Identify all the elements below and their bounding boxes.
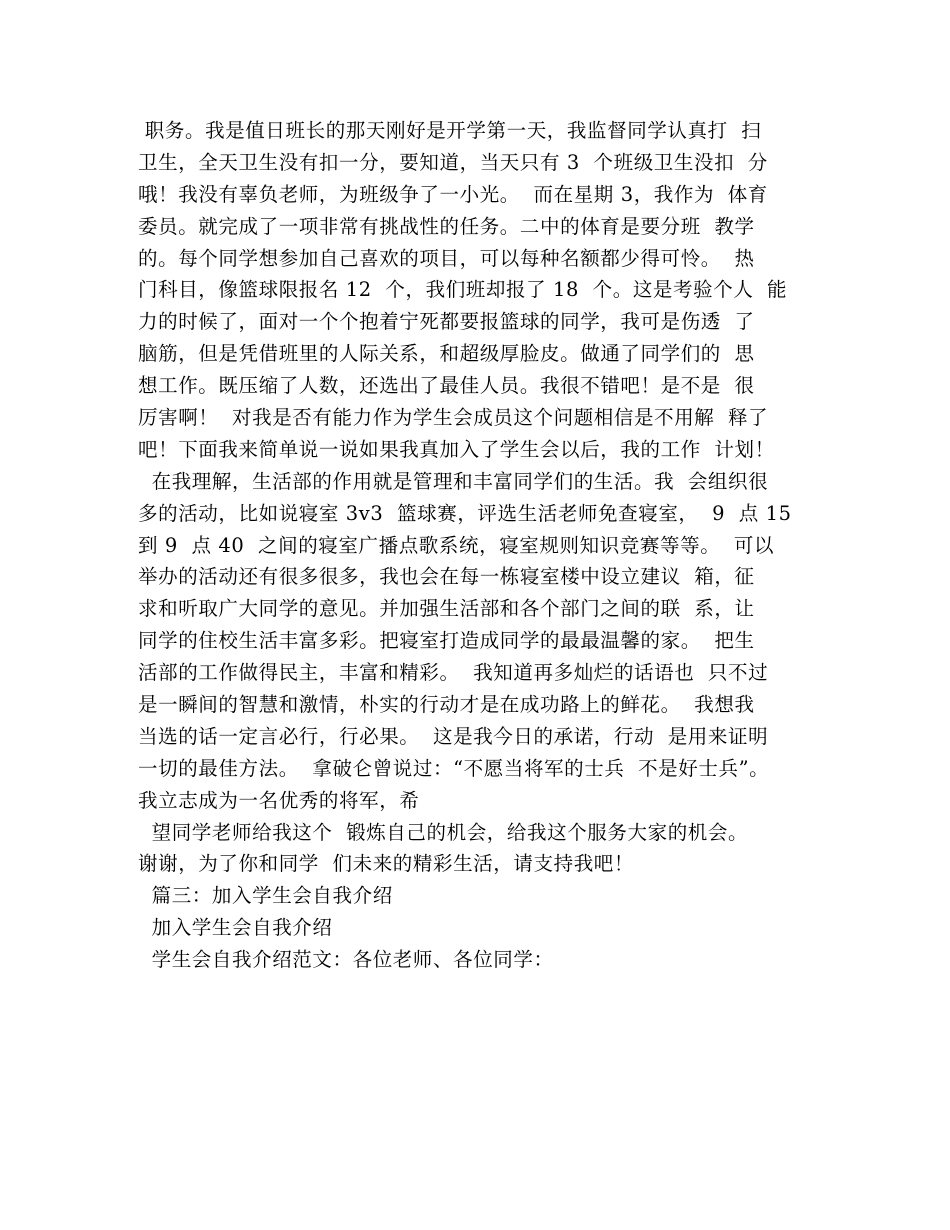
- text-line: 力的时候了，面对一个个抱着宁死都要报篮球的同学，我可是伤透 了: [138, 310, 755, 334]
- text-line: 同学的住校生活丰富多彩。把寝室打造成同学的最最温馨的家。 把生: [138, 629, 755, 653]
- text-line: 委员。就完成了一项非常有挑战性的任务。二中的体育是要分班 教学: [138, 214, 755, 238]
- text-line: 求和听取广大同学的意见。并加强生活部和各个部门之间的联 系，让: [138, 597, 755, 621]
- text-line: 的。每个同学想参加自己喜欢的项目，可以每种名额都少得可怜。 热: [138, 246, 755, 270]
- text-line: 学生会自我介绍范文：各位老师、各位同学：: [138, 948, 554, 972]
- text-line: 门科目，像篮球限报名 12 个，我们班却报了 18 个。这是考验个人 能: [138, 278, 788, 302]
- text-line: 谢谢，为了你和同学 们未来的精彩生活，请支持我吧！: [138, 852, 634, 876]
- body-text: [138, 115, 838, 976]
- text-line: 想工作。既压缩了人数，还选出了最佳人员。我很不错吧！是不是 很: [138, 374, 755, 398]
- text-line: 一切的最佳方法。 拿破仑曾说过：“不愿当将军的士兵 不是好士兵”。: [138, 756, 770, 780]
- text-line: 举办的活动还有很多很多，我也会在每一栋寝室楼中设立建议 箱，征: [138, 565, 755, 589]
- text-line: 当选的话一定言必行，行必果。 这是我今日的承诺，行动 是用来证明: [138, 724, 769, 748]
- text-line: 吧！下面我来简单说一说如果我真加入了学生会以后，我的工作 计划！: [138, 437, 775, 461]
- section-title: 加入学生会自我介绍: [138, 916, 333, 940]
- text-line: 卫生，全天卫生没有扣一分，要知道，当天只有 3 个班级卫生没扣 分: [138, 150, 768, 174]
- text-line: 职务。我是值日班长的那天刚好是开学第一天，我监督同学认真打 扫: [138, 119, 762, 142]
- text-line: 望同学老师给我这个 锻炼自己的机会，给我这个服务大家的机会。: [138, 820, 749, 844]
- text-line: 哦！我没有辜负老师，为班级争了一小光。 而在星期 3，我作为 体育: [138, 182, 768, 206]
- text-line: 厉害啊！ 对我是否有能力作为学生会成员这个问题相信是不用解 释了: [138, 406, 769, 430]
- section-heading: 篇三：加入学生会自我介绍: [138, 884, 393, 908]
- text-line: 多的活动，比如说寝室 3v3 篮球赛，评选生活老师免查寝室， 9 点 15: [138, 501, 792, 525]
- text-line: 在我理解，生活部的作用就是管理和丰富同学们的生活。我 会组织很: [138, 469, 769, 493]
- text-line: 活部的工作做得民主，丰富和精彩。 我知道再多灿烂的话语也 只不过: [138, 661, 769, 685]
- text-line: 是一瞬间的智慧和激情，朴实的行动才是在成功路上的鲜花。 我想我: [138, 693, 755, 717]
- text-line: 到 9 点 40 之间的寝室广播点歌系统，寝室规则知识竞赛等等。 可以: [138, 533, 775, 557]
- text-line: 我立志成为一名优秀的将军，希: [138, 788, 420, 812]
- text-line: 脑筋，但是凭借班里的人际关系，和超级厚脸皮。做通了同学们的 思: [138, 342, 755, 366]
